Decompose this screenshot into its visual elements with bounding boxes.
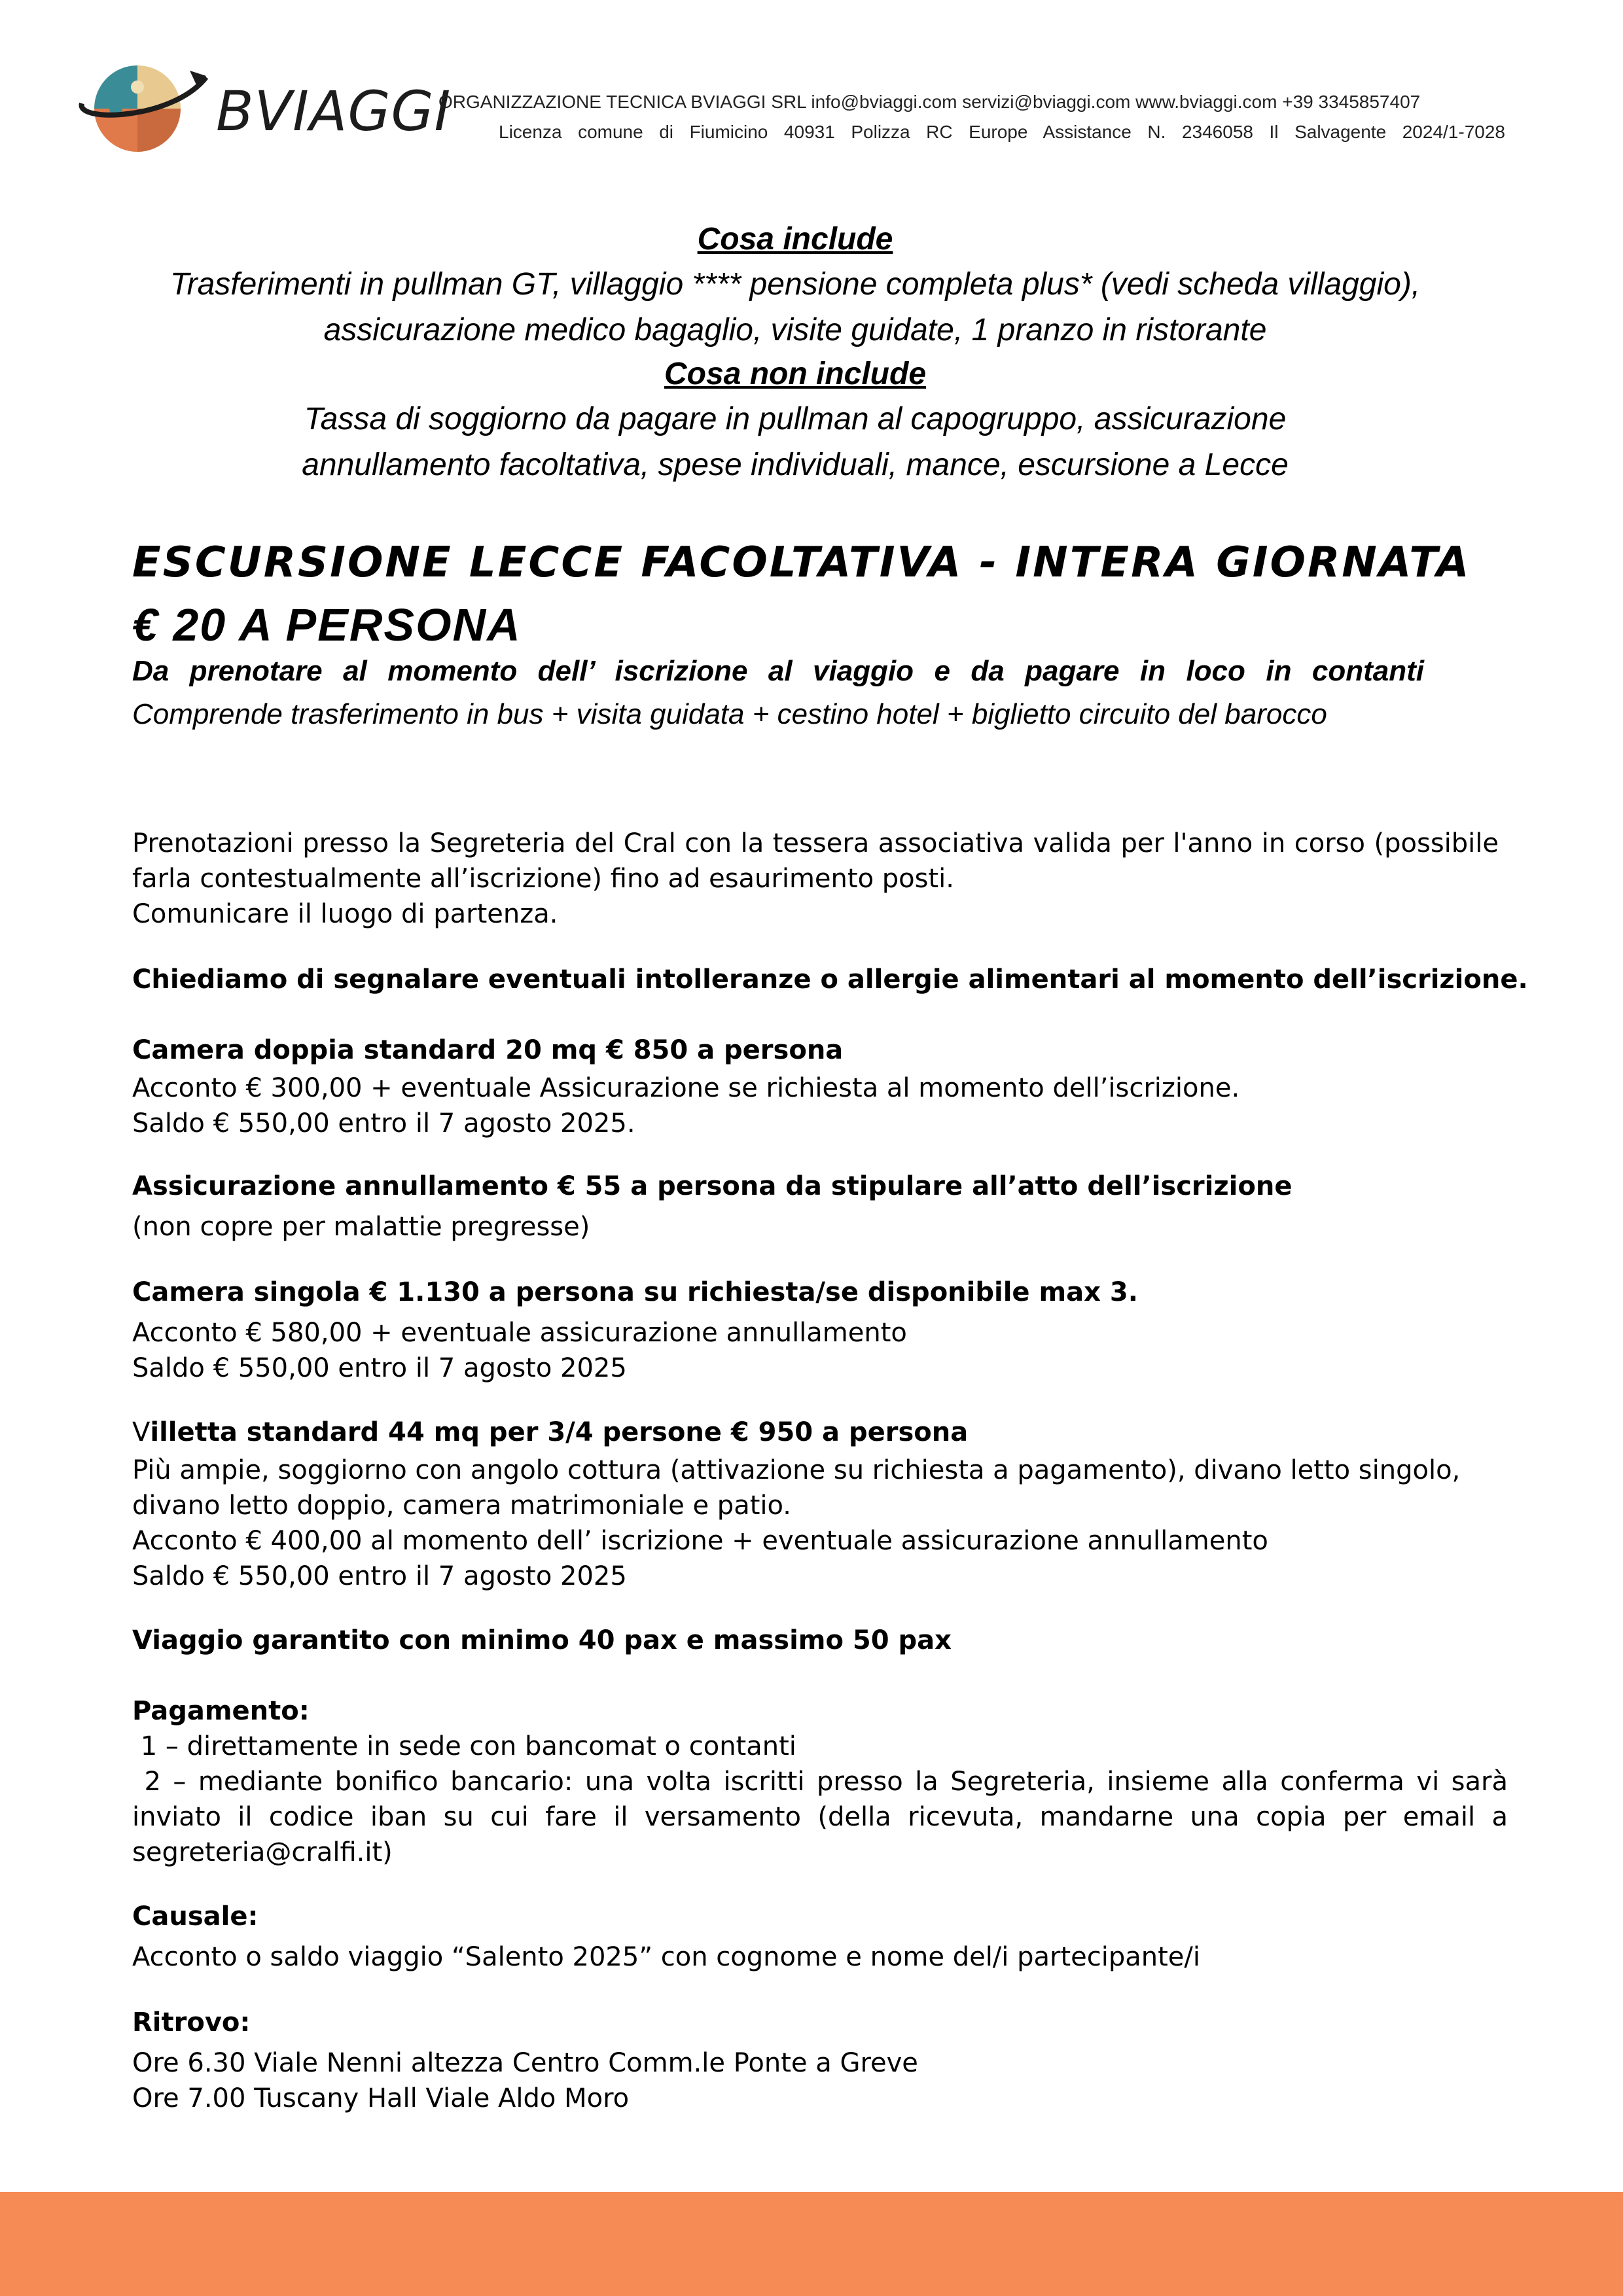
excludes-line-2: annullamento facoltativa, spese individuali, mance, escursione a Lecce [302, 448, 1289, 482]
excursion-title: ESCURSIONE LECCE FACOLTATIVA - INTERA GIORNATA [132, 539, 1471, 587]
meeting-heading: Ritrovo: [132, 2007, 251, 2038]
double-room-deposit: Acconto € 300,00 + eventuale Assicurazione se richiesta al momento dell’iscrizione. [132, 1073, 1240, 1103]
single-room-balance: Saldo € 550,00 entro il 7 agosto 2025 [132, 1353, 627, 1383]
header-license: Licenza comune di Fiumicino 40931 Polizza RC Europe Assistance N. 2346058 Il Salvagente 2024/1-7028 [499, 122, 1505, 142]
payment-heading: Pagamento: [132, 1696, 310, 1726]
payment-option-2: 2 – mediante bonifico bancario: una volta iscritti presso la Segreteria, insieme alla conferma vi sarà inviato il codice iban su cui fare il versamento (della ricevuta, mandarne una copia per email a segreteria@cralfi.it) [132, 1767, 1516, 1867]
footer-band [0, 2192, 1623, 2296]
single-room-title: Camera singola € 1.130 a persona su richiesta/se disponibile max 3. [132, 1277, 1138, 1307]
excursion-price: € 20 A PERSONA [132, 599, 522, 650]
includes-text: Trasferimenti in pullman GT, villaggio **** pensione completa plus* (vedi scheda villaggio), assicurazione medico bagaglio, visite guidate, 1 pranzo in ristorante [169, 267, 1421, 347]
excludes-text [131, 397, 1459, 488]
villetta-title [132, 1415, 968, 1450]
causale-heading: Causale: [132, 1901, 259, 1932]
meeting-line-2: Ore 7.00 Tuscany Hall Viale Aldo Moro [132, 2083, 630, 2113]
departure-text: Comunicare il luogo di partenza. [132, 899, 558, 929]
insurance-note: (non copre per malattie pregresse) [132, 1212, 590, 1242]
meeting-line-1: Ore 6.30 Viale Nenni altezza Centro Comm.le Ponte a Greve [132, 2048, 918, 2078]
villetta-balance: Saldo € 550,00 entro il 7 agosto 2025 [132, 1561, 627, 1591]
double-room-balance: Saldo € 550,00 entro il 7 agosto 2025. [132, 1108, 635, 1139]
double-room-title: Camera doppia standard 20 mq € 850 a persona [132, 1035, 844, 1065]
villetta-deposit: Acconto € 400,00 al momento dell’ iscrizione + eventuale assicurazione annullamento [132, 1526, 1268, 1556]
bviaggi-logo [75, 58, 452, 156]
guarantee-text: Viaggio garantito con minimo 40 pax e massimo 50 pax [132, 1625, 952, 1655]
header-contacts: ORGANIZZAZIONE TECNICA BVIAGGI SRL info@bviaggi.com servizi@bviaggi.com www.bviaggi.com +39 3345857407 [438, 92, 1421, 112]
allergies-text: Chiediamo di segnalare eventuali intolleranze o allergie alimentari al momento dell’iscrizione. [132, 964, 1528, 995]
payment-option-1: 1 – direttamente in sede con bancomat o contanti [132, 1731, 796, 1761]
villetta-title-rest: illetta standard 44 mq per 3/4 persone € 950 a persona [150, 1417, 969, 1447]
excursion-description: Comprende trasferimento in bus + visita guidata + cestino hotel + biglietto circuito del barocco [132, 698, 1327, 730]
logo-wordmark: BVIAGGI [216, 79, 452, 143]
causale-text: Acconto o saldo viaggio “Salento 2025” con cognome e nome del/i partecipante/i [132, 1942, 1200, 1972]
globe-puzzle-icon [75, 58, 213, 156]
villetta-description: Più ampie, soggiorno con angolo cottura (attivazione su richiesta a pagamento), divano letto singolo, divano letto doppio, camera matrimoniale e patio. [132, 1455, 1461, 1521]
villetta-title-prefix: V [132, 1417, 151, 1447]
excursion-note: Da prenotare al momento dell’ iscrizione al viaggio e da pagare in loco in contanti [132, 655, 1424, 687]
insurance-title: Assicurazione annullamento € 55 a persona da stipulare all’atto dell’iscrizione [132, 1171, 1293, 1201]
includes-heading: Cosa include [697, 222, 893, 256]
excludes-heading: Cosa non include [664, 357, 927, 391]
reservations-text: Prenotazioni presso la Segreteria del Cral con la tessera associativa valida per l'anno in corso (possibile farla contestualmente all’iscrizione) fino ad esaurimento posti. [132, 828, 1499, 894]
single-room-deposit: Acconto € 580,00 + eventuale assicurazione annullamento [132, 1318, 907, 1348]
excludes-line-1: Tassa di soggiorno da pagare in pullman al capogruppo, assicurazione [304, 402, 1287, 436]
